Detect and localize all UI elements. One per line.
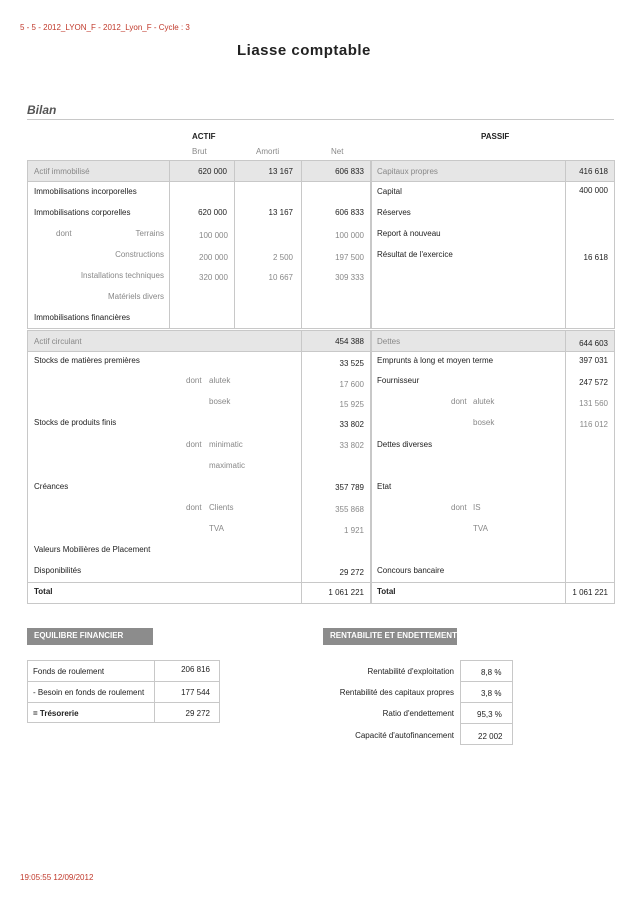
caf-value: 22 002: [478, 732, 503, 741]
dettes-label: Dettes: [377, 337, 401, 346]
tva-net: 1 921: [343, 526, 364, 535]
minimatic-label: minimatic: [209, 440, 243, 449]
actif-circ-net: 454 388: [335, 337, 364, 346]
dettes-bosek-value: 116 012: [579, 420, 608, 429]
actif-circ-box: [27, 330, 371, 604]
dettes-alutek-value: 131 560: [579, 399, 608, 408]
capital-value: 400 000: [579, 186, 608, 195]
creances-label: Créances: [34, 482, 69, 491]
bosek-net: 15 925: [339, 400, 364, 409]
actif-immo-label: Actif immobilisé: [34, 167, 90, 176]
actif-immo-box: [27, 160, 371, 329]
vline-brut: [169, 160, 170, 329]
resultat-value: 16 618: [583, 253, 608, 262]
terrains-net: 100 000: [335, 231, 364, 240]
vline-net: [301, 160, 302, 329]
equilibre-row-divider-2: [27, 702, 220, 703]
reserves-label: Réserves: [377, 208, 411, 217]
tresorerie-value: 29 272: [185, 709, 210, 718]
constructions-net: 197 500: [335, 253, 364, 262]
installations-net: 309 333: [335, 273, 364, 282]
clients-net: 355 868: [335, 505, 364, 514]
etat-dont: dont: [451, 503, 467, 512]
passif-label: PASSIF: [481, 132, 510, 141]
actif-total-net: 1 061 221: [328, 588, 364, 597]
header-code: 5 - 5 - 2012_LYON_F - 2012_Lyon_F - Cycle : 3: [20, 23, 190, 32]
dettes-box: [371, 330, 615, 604]
bfr-value: 177 544: [181, 688, 210, 697]
rentabilite-row-divider-3: [460, 723, 513, 724]
creances-dont: dont: [186, 503, 202, 512]
section-title: Bilan: [27, 103, 57, 117]
immo-financieres: Immobilisations financières: [34, 313, 131, 322]
passif-total-value: 1 061 221: [572, 588, 608, 597]
equilibre-row-divider-1: [27, 681, 220, 682]
vmp-label: Valeurs Mobilières de Placement: [34, 545, 151, 554]
ratio-endettement-value: 95,3 %: [477, 710, 502, 719]
materiels-label: Matériels divers: [107, 292, 164, 301]
ratio-endettement-label: Ratio d'endettement: [382, 709, 454, 718]
immo-corporelles-brut: 620 000: [198, 208, 227, 217]
actif-immo-brut: 620 000: [198, 167, 227, 176]
immo-corporelles-net: 606 833: [335, 208, 364, 217]
terrains-brut: 100 000: [199, 231, 228, 240]
dettes-value: 644 603: [579, 339, 608, 348]
etat-label: Etat: [377, 482, 392, 491]
dettes-tva-label: TVA: [473, 524, 488, 533]
terrains-label: Terrains: [135, 229, 164, 238]
rentabilite-row-divider-1: [460, 681, 513, 682]
actif-total-label: Total: [34, 587, 53, 596]
installations-label: Installations techniques: [80, 271, 164, 280]
fonds-roulement-label: Fonds de roulement: [33, 667, 105, 676]
stocks-pf-net: 33 802: [339, 420, 364, 429]
equilibre-title: EQUILIBRE FINANCIER: [27, 628, 153, 645]
disponibilites-net: 29 272: [339, 568, 364, 577]
stocks-pf-label: Stocks de produits finis: [34, 418, 117, 427]
immo-corporelles: Immobilisations corporelles: [34, 208, 131, 217]
capitaux-label: Capitaux propres: [377, 167, 438, 176]
maximatic-label: maximatic: [209, 461, 246, 470]
constructions-amorti: 2 500: [272, 253, 293, 262]
fournisseur-value: 247 572: [579, 378, 608, 387]
vline-amorti: [234, 160, 235, 329]
report-label: Report à nouveau: [377, 229, 441, 238]
rentabilite-title: RENTABILITE ET ENDETTEMENT: [323, 628, 457, 645]
actif-immo-amorti: 13 167: [268, 167, 293, 176]
bosek-label: bosek: [209, 397, 231, 406]
concours-label: Concours bancaire: [377, 566, 445, 575]
rentabilite-capitaux-label: Rentabilité des capitaux propres: [339, 688, 454, 697]
vline-circ-net: [301, 330, 302, 604]
minimatic-net: 33 802: [339, 441, 364, 450]
footer-timestamp: 19:05:55 12/09/2012: [20, 873, 94, 882]
stocks-mp-label: Stocks de matières premières: [34, 356, 140, 365]
col-brut: Brut: [192, 147, 207, 156]
emprunts-value: 397 031: [579, 356, 608, 365]
rentabilite-capitaux-value: 3,8 %: [481, 689, 502, 698]
caf-label: Capacité d'autofinancement: [355, 731, 454, 740]
page-title: Liasse comptable: [237, 42, 371, 59]
equilibre-vline: [154, 660, 155, 723]
passif-total-label: Total: [377, 587, 396, 596]
mid-header-divider: [27, 351, 615, 352]
immo-incorporelles: Immobilisations incorporelles: [34, 187, 137, 196]
rentabilite-row-divider-2: [460, 702, 513, 703]
fonds-roulement-value: 206 816: [181, 665, 210, 674]
disponibilites-label: Disponibilités: [34, 566, 82, 575]
actif-circ-label: Actif circulant: [34, 337, 82, 346]
fournisseur-dont: dont: [451, 397, 467, 406]
capitaux-value: 416 618: [579, 167, 608, 176]
alutek-net: 17 600: [339, 380, 364, 389]
col-amorti: Amorti: [256, 147, 280, 156]
section-divider: [27, 119, 614, 120]
stocks-mp-net: 33 525: [339, 359, 364, 368]
tva-label: TVA: [209, 524, 224, 533]
top-header-divider: [27, 181, 615, 182]
dettes-diverses-label: Dettes diverses: [377, 440, 433, 449]
alutek-label: alutek: [209, 376, 231, 385]
vline-dettes-value: [565, 330, 566, 604]
is-label: IS: [473, 503, 481, 512]
col-net: Net: [331, 147, 344, 156]
creances-net: 357 789: [335, 483, 364, 492]
immo-dont: dont: [56, 229, 72, 238]
constructions-brut: 200 000: [199, 253, 228, 262]
rentabilite-exploitation-value: 8,8 %: [481, 668, 502, 677]
total-divider: [27, 582, 615, 583]
rentabilite-exploitation-label: Rentabilité d'exploitation: [367, 667, 454, 676]
capital-label: Capital: [377, 187, 402, 196]
fournisseur-label: Fournisseur: [377, 376, 420, 385]
clients-label: Clients: [209, 503, 234, 512]
actif-label: ACTIF: [192, 132, 216, 141]
constructions-label: Constructions: [115, 250, 164, 259]
actif-immo-net: 606 833: [335, 167, 364, 176]
dettes-alutek-label: alutek: [473, 397, 495, 406]
immo-corporelles-amorti: 13 167: [268, 208, 293, 217]
installations-brut: 320 000: [199, 273, 228, 282]
bfr-label: - Besoin en fonds de roulement: [33, 688, 145, 697]
dettes-bosek-label: bosek: [473, 418, 495, 427]
emprunts-label: Emprunts à long et moyen terme: [377, 356, 494, 365]
installations-amorti: 10 667: [268, 273, 293, 282]
stocks-pf-dont: dont: [186, 440, 202, 449]
stocks-mp-dont: dont: [186, 376, 202, 385]
resultat-label: Résultat de l'exercice: [377, 250, 453, 259]
tresorerie-label: = Trésorerie: [33, 709, 79, 718]
